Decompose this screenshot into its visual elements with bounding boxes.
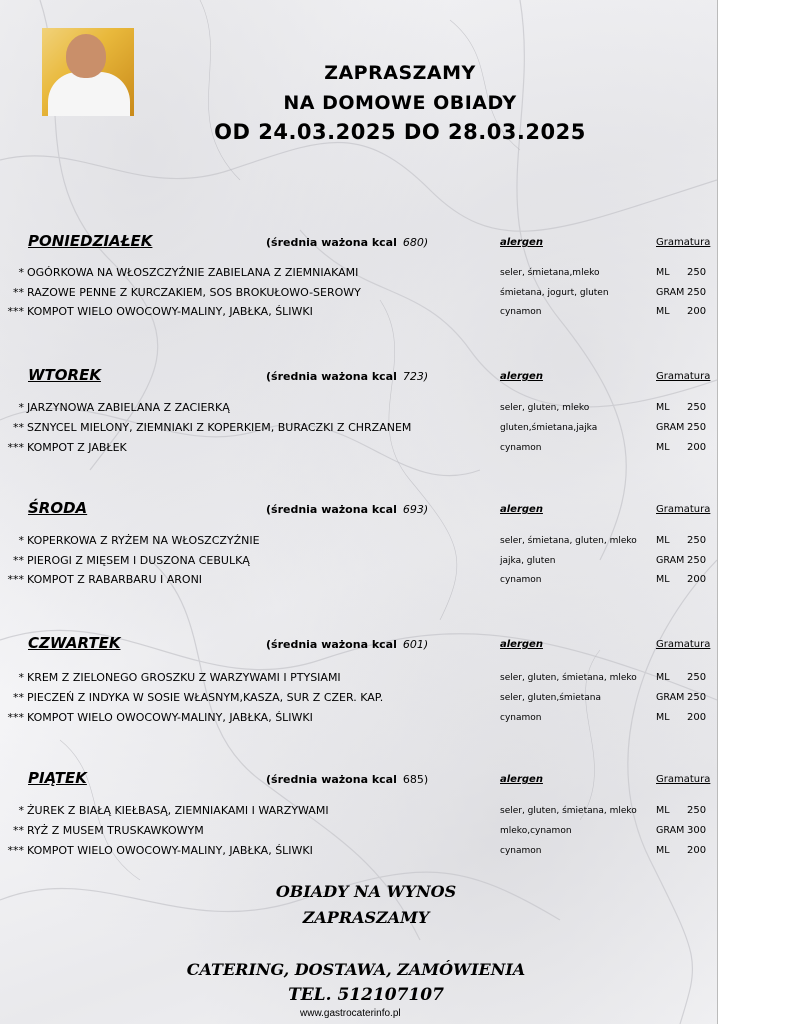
gramatura-header: Gramatura (656, 371, 711, 382)
menu-item: * OGÓRKOWA NA WŁOSZCZYŹNIE ZABIELANA Z ZIEMNIAKAMI seler, śmietana,mleko ML 250 (18, 266, 707, 279)
menu-item: ** PIEROGI Z MIĘSEM I DUSZONA CEBULKĄ jajka, gluten GRAM 250 (13, 554, 707, 567)
gramatura-header: Gramatura (656, 504, 711, 515)
allergen-header: alergen (500, 639, 543, 650)
footer-phone: TEL. 512107107 (288, 985, 444, 1005)
allergen-header: alergen (500, 504, 543, 515)
menu-item: ** RAZOWE PENNE Z KURCZAKIEM, SOS BROKUŁOWO-SEROWY śmietana, jogurt, gluten GRAM 250 (13, 286, 707, 299)
kcal-label: (średnia ważona kcal 693) (266, 503, 429, 516)
kcal-label: (średnia ważona kcal 601) (266, 638, 429, 651)
menu-item: *** KOMPOT Z RABARBARU I ARONI cynamon ML 200 (7, 573, 707, 586)
menu-item: *** KOMPOT WIELO OWOCOWY-MALINY, JABŁKA, ŚLIWKI cynamon ML 200 (7, 711, 707, 724)
menu-item: *** KOMPOT WIELO OWOCOWY-MALINY, JABŁKA, ŚLIWKI cynamon ML 200 (7, 305, 707, 318)
gramatura-header: Gramatura (656, 639, 711, 650)
allergen-header: alergen (500, 371, 543, 382)
footer-takeaway: OBIADY NA WYNOS (275, 882, 457, 901)
kcal-label: (średnia ważona kcal 723) (266, 370, 429, 383)
gramatura-header: Gramatura (656, 237, 711, 248)
footer-invite: ZAPRASZAMY (302, 908, 430, 927)
menu-item: * KOPERKOWA Z RYŻEM NA WŁOSZCZYŹNIE seler, śmietana, gluten, mleko ML 250 (18, 534, 707, 547)
header-line-2: NA DOMOWE OBIADY (283, 92, 517, 114)
menu-item: * JARZYNOWA ZABIELANA Z ZACIERKĄ seler, gluten, mleko ML 250 (18, 401, 707, 414)
website-link[interactable]: www.gastrocaterinfo.pl (300, 1008, 401, 1019)
menu-item: ** RYŻ Z MUSEM TRUSKAWKOWYM mleko,cynamon GRAM 300 (13, 824, 707, 837)
menu-item: ** SZNYCEL MIELONY, ZIEMNIAKI Z KOPERKIEM, BURACZKI Z CHRZANEM gluten,śmietana,jajka GRAM 250 (13, 421, 707, 434)
kcal-label: (średnia ważona kcal 680) (266, 236, 429, 249)
menu-item: ** PIECZEŃ Z INDYKA W SOSIE WŁASNYM,KASZA, SUR Z CZER. KAP. seler, gluten,śmietana GRAM 250 (13, 691, 707, 704)
header-line-1: ZAPRASZAMY (324, 62, 476, 84)
day-title: PONIEDZIAŁEK (28, 232, 153, 250)
menu-item: * ŻUREK Z BIAŁĄ KIEŁBASĄ, ZIEMNIAKAMI I WARZYWAMI seler, gluten, śmietana, mleko ML 250 (18, 804, 707, 817)
header-date-range: OD 24.03.2025 DO 28.03.2025 (214, 120, 586, 144)
menu-item: * KREM Z ZIELONEGO GROSZKU Z WARZYWAMI I PTYSIAMI seler, gluten, śmietana, mleko ML 250 (18, 671, 707, 684)
allergen-header: alergen (500, 774, 543, 785)
day-title: ŚRODA (28, 499, 88, 517)
menu-item: *** KOMPOT WIELO OWOCOWY-MALINY, JABŁKA, ŚLIWKI cynamon ML 200 (7, 844, 707, 857)
chef-photo (42, 28, 134, 116)
day-title: PIĄTEK (28, 769, 87, 787)
day-title: CZWARTEK (28, 634, 121, 652)
footer-services: CATERING, DOSTAWA, ZAMÓWIENIA (186, 960, 526, 979)
menu-item: *** KOMPOT Z JABŁEK cynamon ML 200 (7, 441, 707, 454)
gramatura-header: Gramatura (656, 774, 711, 785)
day-title: WTOREK (28, 366, 101, 384)
allergen-header: alergen (500, 237, 543, 248)
kcal-label: (średnia ważona kcal 685) (266, 773, 429, 786)
